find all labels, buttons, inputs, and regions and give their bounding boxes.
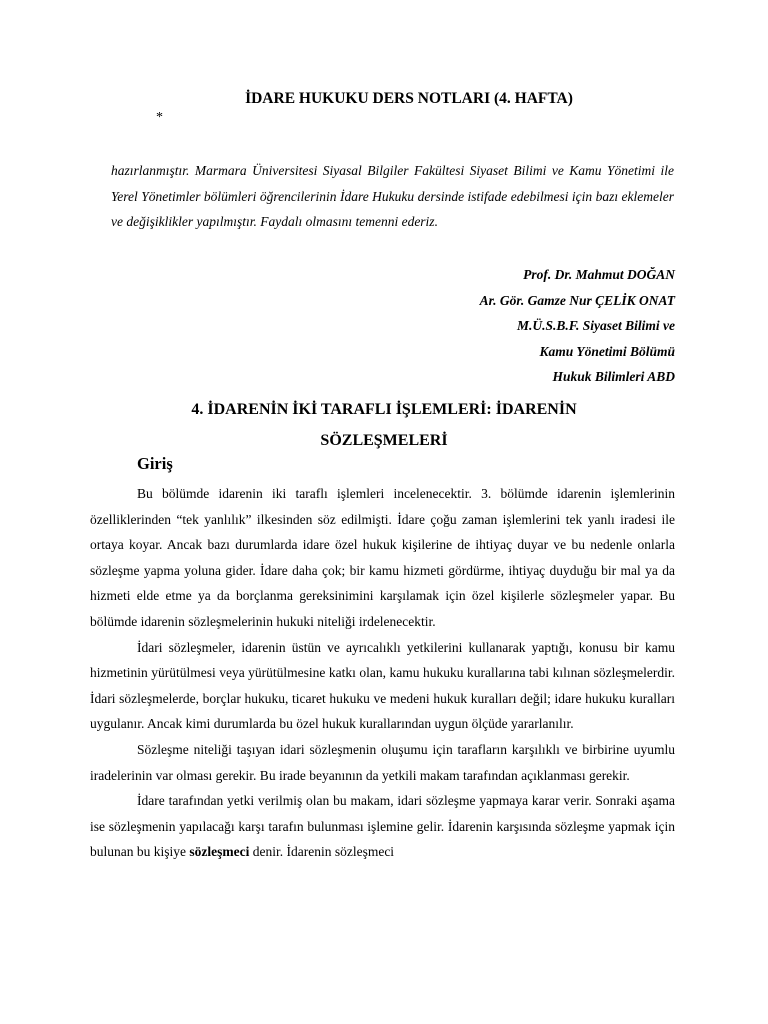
author-block xyxy=(480,262,675,390)
paragraph: İdari sözleşmeler, idarenin üstün ve ayrıcalıklı yetkilerini kullanarak yaptığı, konusu bir kamu hizmetinin yürütülmesi veya yürütülmesine katkı olan, kamu hukuku kurallarına tabi kılınan sözleşmelerdir. İdari sözleşmelerde, borçlar hukuku, ticaret hukuku ve medeni hukuk kuralları değil; idare hukuku kuralları uygulanır. Ancak kimi durumlarda bu özel hukuk kurallarından uygun ölçüde yararlanılır. xyxy=(90,639,675,732)
body-text xyxy=(90,481,675,865)
bold-term-sozlesmeci: sözleşmeci xyxy=(189,844,250,860)
intro-note: hazırlanmıştır. Marmara Üniversitesi Siyasal Bilgiler Fakültesi Siyaset Bilimi ve Kamu Yönetimi ile Yerel Yönetimler bölümleri öğrencilerinin İdare Hukuku dersinde istifade edebilmesi için bazı eklemeler ve değişiklikler yapılmıştır. Faydalı olmasını temenni ederiz. xyxy=(111,163,674,229)
author-line: Hukuk Bilimleri ABD xyxy=(552,369,675,384)
paragraph: Bu bölümde idarenin iki taraflı işlemleri incelenecektir. 3. bölümde idarenin işlemlerinin özelliklerinden “tek yanlılık” ilkesinden söz edilmişti. İdare çoğu zaman işlemlerini tek yanlı iradesi ile ortaya koyar. Ancak bazı durumlarda idare özel hukuk kişilerine de ihtiyaç duyar ve bu nedenle onlarla sözleşme yapma yoluna gider. İdare daha çok; bir kamu hizmeti gördürme, ihtiyaç duyduğu bir mal ya da hizmeti elde etme ya da borçlanma gereksinimini karşılamak için özel kişilerle sözleşmeler yapar. Bu bölümde idarenin sözleşmelerinin hukuki niteliği irdelenecektir. xyxy=(90,486,675,629)
paragraph-text: denir. İdarenin sözleşmeci xyxy=(249,844,395,860)
subheading-giris: Giriş xyxy=(137,454,173,473)
document-title: İDARE HUKUKU DERS NOTLARI (4. HAFTA) xyxy=(245,90,573,107)
paragraph: Sözleşme niteliği taşıyan idari sözleşmenin oluşumu için tarafların karşılıklı ve birbirine uyumlu iradelerinin var olması gerekir. Bu irade beyanının da yetkili makam tarafından açıklanması gerekir. xyxy=(90,741,675,783)
author-line: M.Ü.S.B.F. Siyaset Bilimi ve xyxy=(516,318,675,333)
section-heading-line: 4. İDARENİN İKİ TARAFLI İŞLEMLERİ: İDARENİN xyxy=(191,401,577,418)
author-line: Ar. Gör. Gamze Nur ÇELİK ONAT xyxy=(479,292,675,308)
paragraph-text: İdare tarafından yetki verilmiş olan bu makam, idari sözleşme yapmaya karar verir. Sonraki aşama ise sözleşmenin yapılacağı karşı tarafın bulunması işlemine gelir. İdarenin karşısında sözleşme yapmak için bulunan bu kişiye xyxy=(90,793,675,860)
paragraph xyxy=(90,788,675,865)
author-line: Prof. Dr. Mahmut DOĞAN xyxy=(523,267,675,282)
author-line: Kamu Yönetimi Bölümü xyxy=(539,343,675,359)
section-heading xyxy=(0,394,768,456)
section-heading-line: SÖZLEŞMELERİ xyxy=(320,432,448,449)
footnote-marker: * xyxy=(156,110,163,125)
